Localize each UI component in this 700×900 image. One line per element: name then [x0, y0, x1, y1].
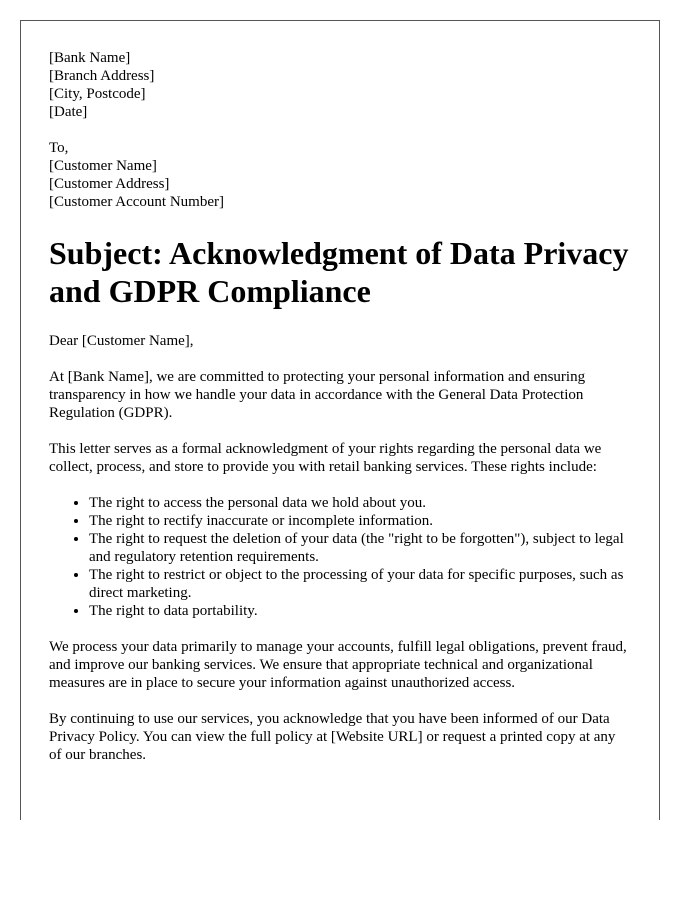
rights-list-item: • The right to data portability. — [89, 602, 631, 620]
intro-paragraph: At [Bank Name], we are committed to protecting your personal information and ensuring transparency in how we handle your data in accordance with the General Data Protection Regulation (GDPR). — [49, 369, 586, 421]
recipient-account-number: [Customer Account Number] — [49, 194, 224, 210]
letter-date: [Date] — [49, 104, 88, 120]
rights-list-item: • The right to access the personal data we hold about you. — [89, 494, 631, 512]
rights-intro-paragraph: This letter serves as a formal acknowledgment of your rights regarding the personal data we collect, process, and store to provide you with retail banking services. These rights include: — [49, 441, 602, 475]
rights-list-item: • The right to restrict or object to the processing of your data for specific purposes, such as direct marketing. — [89, 566, 631, 602]
sender-city-postcode: [City, Postcode] — [49, 86, 146, 102]
salutation: Dear [Customer Name], — [49, 333, 194, 349]
rights-list — [49, 494, 631, 620]
sender-bank-name: [Bank Name] — [49, 50, 131, 66]
letter-subject: Subject: Acknowledgment of Data Privacy and GDPR Compliance — [49, 235, 629, 309]
letter-page — [20, 20, 660, 820]
sender-branch-address: [Branch Address] — [49, 68, 155, 84]
data-processing-paragraph: We process your data primarily to manage your accounts, fulfill legal obligations, prevent fraud, and improve our banking services. We ensure that appropriate technical and organizational measures are in place to secure your information against unauthorized access. — [49, 639, 627, 691]
rights-list-item: • The right to rectify inaccurate or incomplete information. — [89, 512, 631, 530]
acknowledgment-paragraph: By continuing to use our services, you acknowledge that you have been informed of our Data Privacy Policy. You can view the full policy at [Website URL] or request a printed copy at any of our branches. — [49, 711, 616, 763]
sender-address-block — [49, 49, 631, 121]
rights-list-item: • The right to request the deletion of your data (the "right to be forgotten"), subject to legal and regulatory retention requirements. — [89, 530, 631, 566]
letter-content — [49, 49, 631, 782]
recipient-customer-address: [Customer Address] — [49, 176, 170, 192]
recipient-customer-name: [Customer Name] — [49, 158, 157, 174]
recipient-to: To, — [49, 140, 69, 156]
recipient-address-block — [49, 139, 631, 211]
